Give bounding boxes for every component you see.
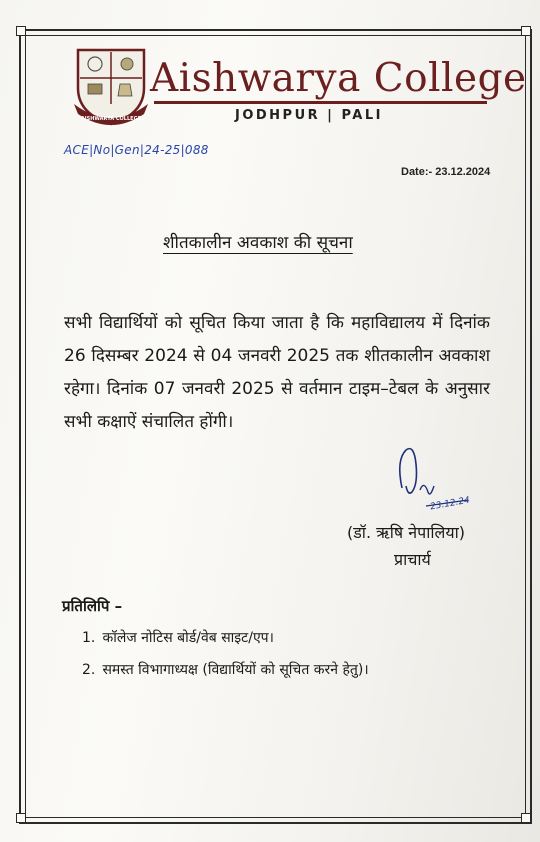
- reference-number: ACE|No|Gen|24-25|088: [64, 143, 209, 157]
- college-location: JODHPUR | PALI: [235, 108, 383, 123]
- notice-body: सभी विद्यार्थियों को सूचित किया जाता है कि महाविद्यालय में दिनांक 26 दिसम्बर 2024 से 04 जनवरी 2025 तक शीतकालीन अवकाश रहेगा। दिनांक 07 जनवरी 2025 से वर्तमान टाइम–टेबल के अनुसार सभी कक्षाऐं संचालित होंगी।: [64, 313, 490, 432]
- logo-lettering: AISHWARYA COLLEGE: [80, 116, 142, 122]
- college-crest-logo: [70, 44, 152, 128]
- college-name: Aishwarya College: [150, 56, 527, 101]
- list-item-text: समस्त विभागाध्यक्ष (विद्यार्थियों को सूचित करने हेतु)।: [102, 662, 369, 678]
- copy-to-list: [82, 628, 369, 692]
- list-item-number: 1.: [82, 630, 96, 646]
- signatory-name: (डॉ. ऋषि नेपालिया): [347, 523, 466, 542]
- notice-title: शीतकालीन अवकाश की सूचना: [163, 233, 353, 253]
- notice-date: Date:- 23.12.2024: [401, 166, 491, 178]
- signature-date: 23.12.24: [429, 495, 471, 513]
- signatory-designation: प्राचार्य: [394, 550, 431, 569]
- header-rule: [154, 101, 487, 104]
- border-corner-ornament: [16, 813, 26, 823]
- border-corner-ornament: [521, 26, 531, 36]
- copy-to-heading: प्रतिलिपि –: [62, 597, 123, 615]
- list-item: [82, 628, 369, 660]
- list-item-text: कॉलेज नोटिस बोर्ड/वेब साइट/एप।: [102, 630, 274, 646]
- border-corner-ornament: [521, 813, 531, 823]
- border-corner-ornament: [16, 26, 26, 36]
- list-item-number: 2.: [82, 662, 96, 678]
- list-item: [82, 660, 369, 692]
